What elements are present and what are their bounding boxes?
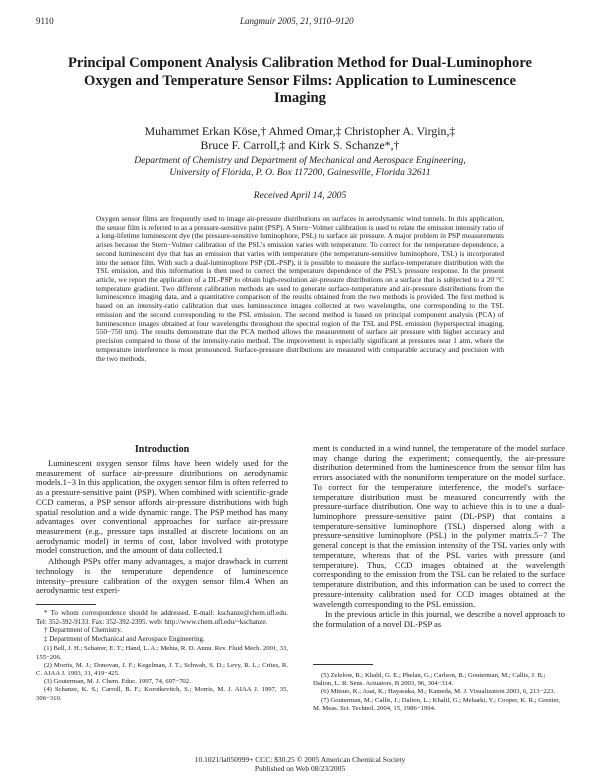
abstract: Oxygen sensor films are frequently used to image air-pressure distributions on surfaces in aerodynamic wind tunnels. In this application, the sensor film is referred to as a pressure-sensitive paint (PSP). A Stern−Volmer calibration is used to relate the emission intensity ratio of a long-lifetime luminescent dye (the pressure-sensitive luminophore, PSL) to surface air pressure. A major problem in PSP measurements arises because the Stern−Volmer calibration of the PSL's emission varies with temperature. To correct for the temperature dependence, a second luminescent dye that has an emission that varies with temperature (the temperature-sensitive luminophore, TSL) is incorporated into the sensor film. With such a dual-luminophore PSP (DL-PSP), it is possible to measure the surface-temperature distribution with the TSL emission, and this information is then used to correct the temperature dependence of the PSL's pressure response. In the present article, we report the application of a DL-PSP to obtain high-resolution air-pressure distributions on a surface that is subjected to a 20 °C temperature gradient. Two different calibration methods are used to generate surface-temperature and air-pressure distributions from the luminescence imaging data, and a quantitative comparison of the results obtained from the two methods is provided. The first method is based on an intensity-ratio calibration that uses luminescence images collected at two wavelengths, one corresponding to the TSL emission and the second corresponding to the PSL emission. The second method is based on principal component analysis (PCA) of luminescence images obtained at four wavelengths throughout the spectral region of the TSL and PSL emission (hyperspectral imaging, 550−750 nm). The results demonstrate that the PCA method allows the measurement of surface air pressure with higher accuracy and precision compared to those of the intensity-ratio method. The improvement is especially significant at pressures near 1 atm, where the temperature interference is most pronounced. Surface-pressure distributions are measured with comparable accuracy and precision with the two methods. <box>96 214 504 363</box>
reference-item: (6) Mitsuo, K.; Asai, K.; Hayasaka, M.; Kameda, M. J. Visualization 2003, 6, 213−223. <box>321 688 556 696</box>
page-footer <box>0 756 600 774</box>
left-column <box>36 444 288 703</box>
references-left <box>36 645 288 702</box>
reference-item: (3) Gouterman, M. J. Chem. Educ. 1997, 74, 697−702. <box>44 678 191 686</box>
affiliation-line-2: University of Florida, P. O. Box 117200, Gainesville, Florida 32611 <box>169 167 431 178</box>
page-number: 9110 <box>36 16 54 26</box>
reference-item: (7) Gouterman, M.; Callis, J.; Dalton, L.; Khalil, G.; Mebarki, Y.; Cooper, K. R.; Grenier, M. Meas. Sci. Technol. 2004, 15, 1986−1994. <box>313 696 561 712</box>
running-header <box>36 16 564 30</box>
footnote-divider <box>313 664 373 665</box>
body-paragraph: In the previous article in this journal, we describe a novel approach to the formulation of a novel DL-PSP as <box>313 609 565 629</box>
author-line-1: Muhammet Erkan Köse,† Ahmed Omar,‡ Christopher A. Virgin,‡ <box>144 124 456 138</box>
right-column <box>313 444 565 630</box>
references-right <box>313 672 565 713</box>
article-title: Principal Component Analysis Calibration Method for Dual-Luminophore Oxygen and Temperature Sensor Films: Application to Luminescence Imaging <box>67 55 533 106</box>
affiliation-line-1: Department of Chemistry and Department of Mechanical and Aerospace Engineering, <box>134 155 466 166</box>
reference-item: (2) Morris, M. J.; Donovan, J. F.; Kegelman, J. T.; Schwab, S. D.; Levy, R. L.; Crites, R. C. AIAA J. 1993, 31, 419−425. <box>36 661 288 678</box>
footnote: † Department of Chemistry. <box>44 626 123 635</box>
correspondence-notes <box>36 609 288 643</box>
footnote: ‡ Department of Mechanical and Aerospace Engineering. <box>44 634 205 643</box>
received-date: Received April 14, 2005 <box>253 190 347 201</box>
published-line: Published on Web 08/23/2005 <box>254 763 346 773</box>
body-paragraph: Although PSPs offer many advantages, a major drawback in current technology is the temperature dependence of luminescence intensity−pressure calibration of the oxygen sensor film.4 When an aerodynamic test experi- <box>36 556 288 596</box>
author-list <box>70 124 530 152</box>
header-spacer <box>540 16 564 30</box>
reference-item: (5) Zelelow, B.; Khalil, G. E.; Phelan, G.; Carlson, B.; Gouterman, M.; Callis, J. B.; Dalton, L. R. Sens. Actuators, B 2003, 96, 304−314. <box>313 672 546 688</box>
doi-line: 10.1021/la050999+ CCC: $30.25 © 2005 American Chemical Society <box>194 755 406 764</box>
affiliation <box>80 155 520 179</box>
reference-item: (4) Schanze, K. S.; Carroll, B. F.; Korotkevitch, S.; Morris, M. J. AIAA J. 1997, 35, 306−310. <box>36 686 288 702</box>
footnote-divider <box>36 604 96 605</box>
body-paragraph: Luminescent oxygen sensor films have been widely used for the measurement of surface air-pressure distributions on aerodynamic models.1−3 In this application, the oxygen sensor film is often referred to as a pressure-sensitive paint (PSP). When combined with scientific-grade CCD cameras, a PSP sensor affords air-pressure distributions with high spatial resolution and a wide dynamic range. The PSP method has many advantages over conventional approaches for surface air-pressure measurement (e.g., pressure taps installed at discrete locations on an aerodynamic model) in terms of cost, labor involved with prototype model construction, and the amount of data collected.1 <box>36 458 288 556</box>
footnote: * To whom correspondence should be addressed. E-mail: kschanze@chem.ufl.edu. Tel: 352-392-9133. Fax: 352-392-2395. web: http://www.chem.ufl.edu/~kschanze. <box>36 609 288 626</box>
reference-item: (1) Bell, J. H.; Schairer, E. T.; Hand, L. A.; Mehta, R. D. Annu. Rev. Fluid Mech. 2001, 33, 155−206. <box>36 645 288 661</box>
author-line-2: Bruce F. Carroll,‡ and Kirk S. Schanze*,† <box>200 138 400 152</box>
section-heading-introduction: Introduction <box>134 444 190 455</box>
body-paragraph: ment is conducted in a wind tunnel, the temperature of the model surface may change during the experiment; consequently, the air-pressure distribution determined from the luminescence from the sensor film has errors associated with the nonuniform temperature on the model surface. To correct for the temperature interference, the model's surface-temperature distribution must be measured concurrently with the pressure-surface distribution. One way to achieve this is to use a dual-luminophore pressure-sensitive paint (DL-PSP) that contains a temperature-sensitive luminophore (TSL) dispersed along with a pressure-sensitive luminophore (PSL) in the polymer matrix.5−7 The general concept is that the emission intensity of the TSL varies only with temperature, whereas that of the PSL varies with pressure (and temperature). Thus, CCD images obtained at the wavelength corresponding to the emission from the TSL can be related to the surface temperature distribution, and this information can be used to correct the pressure-intensity calibration used for CCD images obtained at the wavelength corresponding to the PSL emission. <box>313 443 565 609</box>
journal-citation: Langmuir 2005, 21, 9110–9120 <box>240 16 354 26</box>
